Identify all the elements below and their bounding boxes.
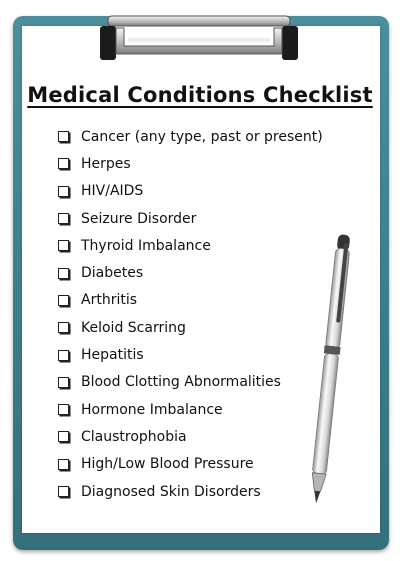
item-label: Herpes [81,155,131,172]
checklist-item[interactable] [58,150,323,177]
checklist-item[interactable] [58,314,323,341]
checklist-item[interactable] [58,396,323,423]
checkbox-icon[interactable] [58,131,69,142]
item-label: Hormone Imbalance [81,401,223,418]
pen-icon [300,230,360,512]
checkbox-icon[interactable] [58,240,69,251]
checklist-item[interactable] [58,123,323,150]
checklist-item[interactable] [58,287,323,314]
checkbox-icon[interactable] [58,213,69,224]
checklist-item[interactable] [58,259,323,286]
item-label: HIV/AIDS [81,183,144,200]
item-label: Keloid Scarring [81,319,186,336]
checkbox-icon[interactable] [58,322,69,333]
item-label: Hepatitis [81,347,144,364]
checklist-item[interactable] [58,451,323,478]
item-label: Diagnosed Skin Disorders [81,483,261,500]
item-label: High/Low Blood Pressure [81,456,254,473]
checkbox-icon[interactable] [58,350,69,361]
item-label: Cancer (any type, past or present) [81,128,323,145]
checklist-item[interactable] [58,423,323,450]
item-label: Seizure Disorder [81,210,197,227]
checkbox-icon[interactable] [58,486,69,497]
checklist-item[interactable] [58,478,323,505]
checkbox-icon[interactable] [58,295,69,306]
checklist-item[interactable] [58,178,323,205]
checkbox-icon[interactable] [58,459,69,470]
item-label: Claustrophobia [81,428,187,445]
checklist-item[interactable] [58,205,323,232]
checkbox-icon[interactable] [58,377,69,388]
checkbox-icon[interactable] [58,158,69,169]
checklist-item[interactable] [58,341,323,368]
item-label: Thyroid Imbalance [81,237,211,254]
condition-checklist [58,123,323,505]
item-label: Diabetes [81,265,144,282]
page-title: Medical Conditions Checklist [27,83,373,107]
item-label: Blood Clotting Abnormalities [81,374,281,391]
item-label: Arthritis [81,292,138,309]
checklist-item[interactable] [58,232,323,259]
checklist-item[interactable] [58,369,323,396]
checkbox-icon[interactable] [58,186,69,197]
checkbox-icon[interactable] [58,268,69,279]
checkbox-icon[interactable] [58,431,69,442]
clipboard-clip-icon [98,14,300,64]
checkbox-icon[interactable] [58,404,69,415]
